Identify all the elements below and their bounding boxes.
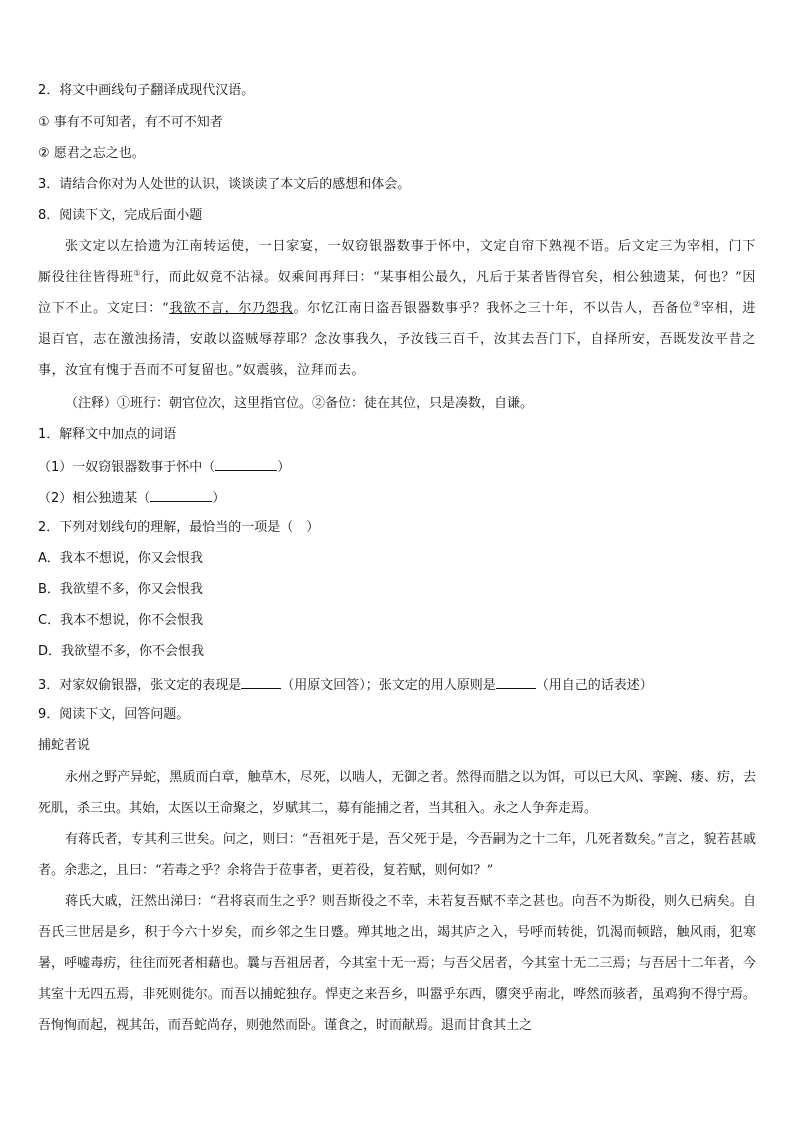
q8-sub1-prompt: 1．解释文中加点的词语 [38, 427, 177, 442]
q9-header: 9．阅读下文，回答问题。 [38, 707, 190, 722]
answer-blank-2[interactable] [150, 489, 212, 502]
q9-title: 捕蛇者说 [38, 738, 91, 753]
q8-passage [38, 231, 756, 386]
q7-sub3-prompt: 3．请结合你对为人处世的认识，谈谈读了本文后的感想和体会。 [38, 177, 411, 192]
item-2-close: ） [212, 491, 226, 506]
q9-paragraph-3: 蒋氏大戚，汪然出涕曰：“君将哀而生之乎？则吾斯役之不幸，未若复吾赋不幸之甚也。向吾不为斯役，则久已病矣。自吾氏三世居是乡，积于今六十岁矣，而乡邻之生日蹙。殚其地之出，竭其庐之入，号呼而转徙，饥渴而顿踣，触风雨，犯寒暑，呼嘘毒疠，往往而死者相藉也。曩与吾祖居者，今其室十无一焉；与吾父居者，今其室十无二三焉；与吾居十二年者，今其室十无四五焉，非死则徙尔。而吾以捕蛇独存。悍吏之来吾乡，叫嚣乎东西，隳突乎南北，哗然而骇者，虽鸡狗不得宁焉。吾恂恂而起，视其缶，而吾蛇尚存，则弛然而卧。谨食之，时而献焉。退而甘食其土之 [38, 894, 756, 1033]
q7-sub2-prompt: 2．将文中画线句子翻译成现代汉语。 [38, 83, 255, 98]
q8-header: 8．阅读下文，完成后面小题 [38, 208, 203, 223]
item-1-close: ） [277, 460, 291, 475]
option-c[interactable]: C．我本不想说，你不会恨我 [38, 613, 204, 628]
sub3-text-1: 3．对家奴偷银器，张文定的表现是 [38, 678, 242, 693]
answer-blank-1[interactable] [215, 458, 277, 471]
q8-sub3-prompt [38, 676, 653, 694]
item-2-text: （2）相公独遗某（ [38, 491, 151, 506]
q8-sub2-prompt: 2．下列对划线句的理解，最恰当的一项是（ ） [38, 520, 320, 535]
q8-sub1-item-1 [38, 458, 290, 476]
sub3-text-3: （用自己的话表述） [535, 678, 653, 693]
q8-notes: （注释）①班行：朝官位次，这里指官位。②备位：徒在其位，只是凑数，自谦。 [65, 396, 534, 411]
passage-text-2: 行，而此奴竟不沾禄。奴乘间再拜曰：“某事相公最久，凡后于某者皆得官矣，相公独遗某，何也？”因泣下不止。文定曰：“ [38, 270, 756, 316]
passage-text-3: 。尔忆江南日盗吾银器数事乎？我怀之三十年，不以告人，吾备位 [293, 301, 694, 316]
note-marker-2: ② [693, 299, 702, 309]
item-1-text: （1）一奴窃银器数事于怀中（ [38, 460, 216, 475]
option-d[interactable]: D．我欲望不多，你不会恨我 [38, 644, 205, 659]
answer-blank-4[interactable] [496, 676, 536, 689]
q8-sub1-item-2 [38, 489, 225, 507]
q9-paragraph-2: 有蒋氏者，专其利三世矣。问之，则曰：“吾祖死于是，吾父死于是，今吾嗣为之十二年，几死者数矣。”言之，貌若甚戚者。余悲之，且曰：“若毒之乎？余将告于莅事者，更若役，复若赋，则何如？” [38, 832, 756, 878]
note-marker-1: ① [133, 268, 142, 278]
passage-text-4: 宰相，进退百官，志在激浊扬清，安敢以盗贼辱荐耶？念汝事我久，予汝钱三百千，汝其去吾门下，自择所安，吾既发汝平昔之事，汝宜有愧于吾而不可复留也。”奴震骇，泣拜而去。 [38, 301, 756, 378]
q7-sub2-sentence-2: ② 愿君之忘之也。 [38, 146, 145, 161]
underlined-sentence: 我欲不言，尔乃怨我 [169, 301, 294, 316]
q9-paragraph-1: 永州之野产异蛇，黑质而白章，触草木，尽死，以啮人，无御之者。然得而腊之以为饵，可以已大风、挛踠、瘘、疠，去死肌，杀三虫。其始，太医以王命聚之，岁赋其二，募有能捕之者，当其租入。永之人争奔走焉。 [38, 770, 756, 816]
q7-sub2-sentence-1: ① 事有不可知者，有不可不知者 [38, 115, 223, 130]
option-b[interactable]: B．我欲望不多，你又会恨我 [38, 582, 203, 597]
option-a[interactable]: A．我本不想说，你又会恨我 [38, 551, 203, 566]
sub3-text-2: （用原文回答）；张文定的用人原则是 [281, 678, 496, 693]
passage-text-1: 张文定以左拾遗为江南转运使，一日家宴，一奴窃银器数事于怀中，文定自帘下熟视不语。后文定三为宰相，门下厮役往往皆得班 [38, 239, 756, 285]
answer-blank-3[interactable] [241, 676, 281, 689]
